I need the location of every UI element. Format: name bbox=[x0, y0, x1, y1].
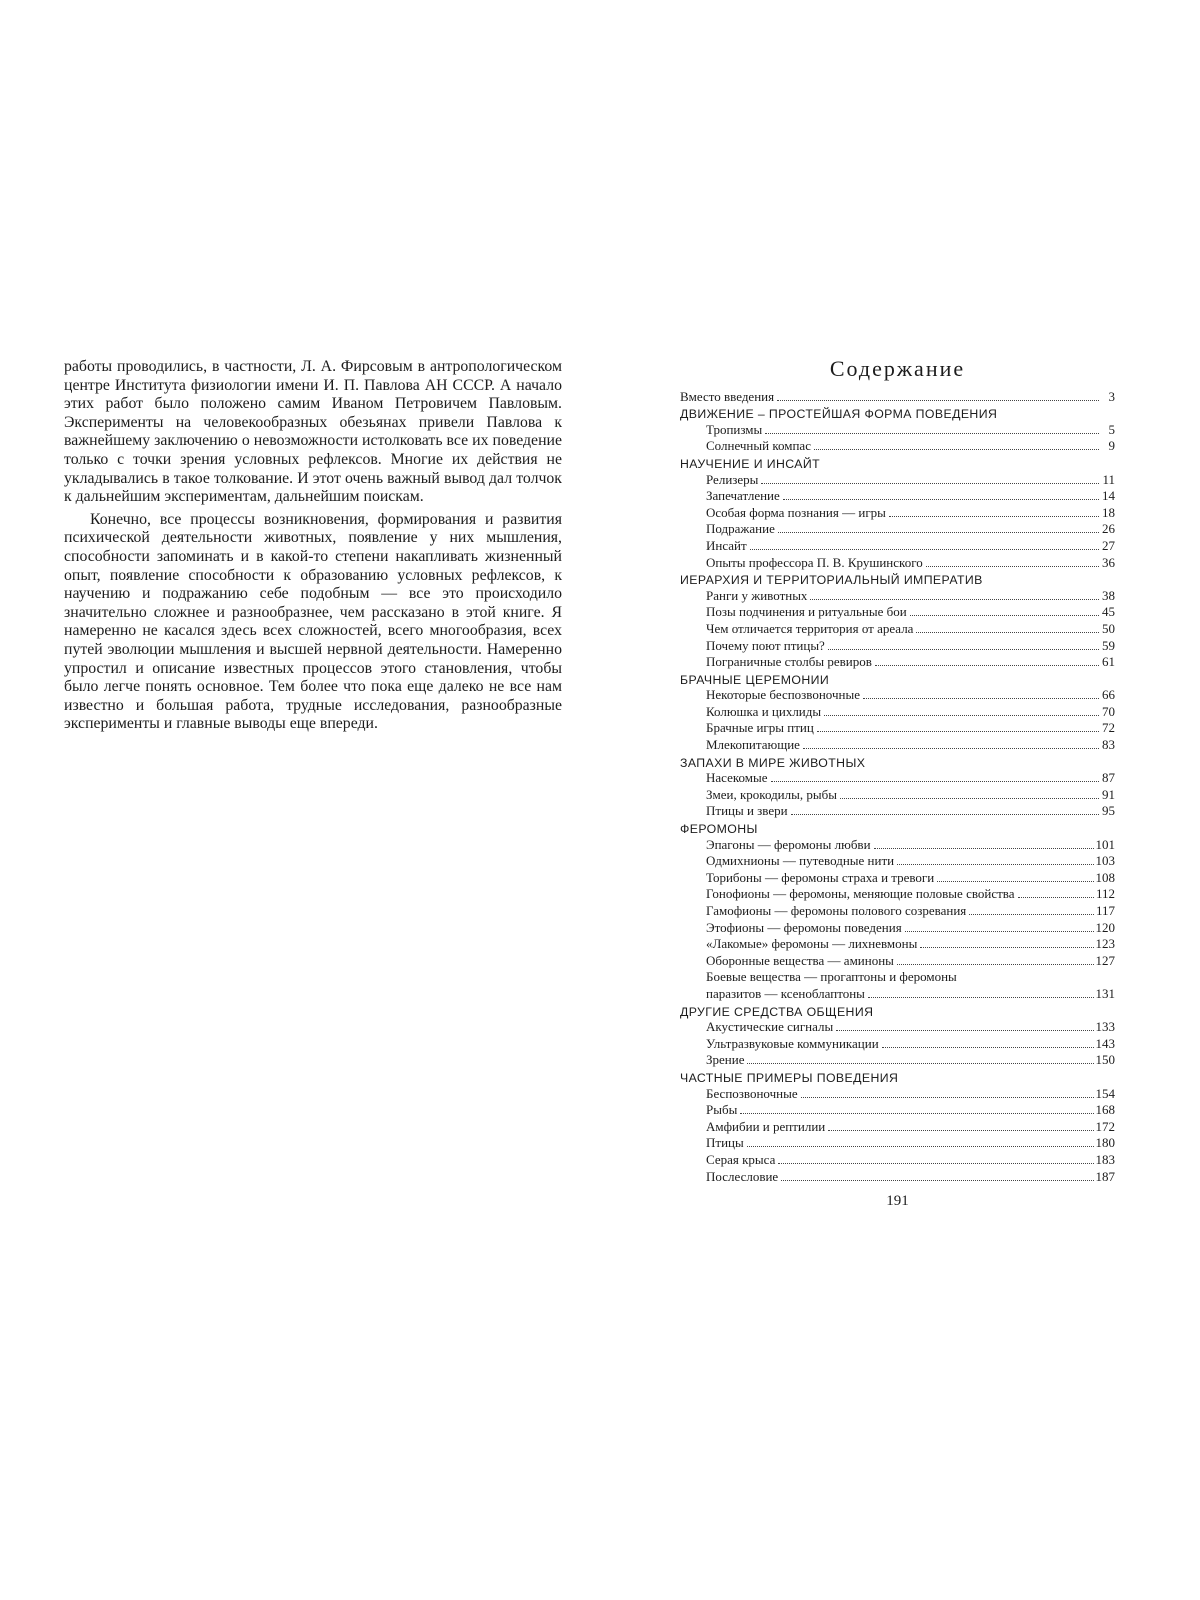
toc-entry-label: Почему поют птицы? bbox=[706, 637, 825, 653]
toc-entry bbox=[680, 1168, 1115, 1185]
toc-entry bbox=[680, 537, 1115, 554]
toc-entry bbox=[680, 1135, 1115, 1152]
toc-entry-label: Рыбы bbox=[706, 1102, 738, 1118]
toc-entry-label: НАУЧЕНИЕ И ИНСАЙТ bbox=[680, 456, 821, 471]
toc-dot-leader bbox=[875, 665, 1099, 666]
toc-dot-leader bbox=[937, 881, 1093, 882]
toc-entry bbox=[680, 886, 1115, 903]
toc-entry-label: Колюшка и цихлиды bbox=[706, 703, 822, 719]
toc-entry-label: Насекомые bbox=[706, 770, 768, 786]
body-paragraph-1: работы проводились, в частности, Л. А. Фирсовым в антропологическом центре Института физиологии имени И. П. Павлова АН СССР. А начало этих работ было положено самим Иваном Петровичем Павловым. Эксперименты на человекообразных обезьянах привели Павлова к важнейшему заключению о невозможности истолковать все их поведение только с точки зрения условных рефлексов. Многие их действия не укладывались в такое толкование. И этот очень важный вывод дал толчок к дальнейшим экспериментам, дальнейшим поискам. bbox=[64, 358, 562, 506]
toc-entry-label: Млекопитающие bbox=[706, 737, 800, 753]
toc-entry bbox=[680, 952, 1115, 969]
toc-entry bbox=[680, 1102, 1115, 1119]
toc-entry-label: Акустические сигналы bbox=[706, 1019, 834, 1035]
toc-entry-page: 108 bbox=[1095, 869, 1115, 885]
toc-entry-label: Солнечный компас bbox=[706, 438, 811, 454]
toc-dot-leader bbox=[889, 516, 1099, 517]
toc-dot-leader bbox=[781, 1180, 1093, 1181]
toc-entry bbox=[680, 438, 1115, 455]
toc-dot-leader bbox=[969, 914, 1094, 915]
toc-entry-label: Боевые вещества — прогаптоны и феромоны bbox=[706, 969, 957, 985]
toc-entry-label: Вместо введения bbox=[680, 388, 775, 404]
toc-entry bbox=[680, 786, 1115, 803]
toc-section-heading bbox=[680, 753, 1115, 770]
toc-entry bbox=[680, 471, 1115, 488]
toc-entry bbox=[680, 1085, 1115, 1102]
toc-entry-label: Опыты профессора П. В. Крушинского bbox=[706, 554, 923, 570]
toc-section-heading bbox=[680, 670, 1115, 687]
toc-entry-page: 91 bbox=[1102, 786, 1115, 802]
toc-entry-label: ДРУГИЕ СРЕДСТВА ОБЩЕНИЯ bbox=[680, 1004, 874, 1019]
toc-entry-page: 18 bbox=[1102, 504, 1115, 520]
toc-dot-leader bbox=[824, 715, 1099, 716]
toc-entry-label: Оборонные вещества — аминоны bbox=[706, 952, 894, 968]
toc-entry-label: ИЕРАРХИЯ И ТЕРРИТОРИАЛЬНЫЙ ИМПЕРАТИВ bbox=[680, 573, 983, 588]
toc-entry bbox=[680, 554, 1115, 571]
toc-entry-page: 36 bbox=[1102, 554, 1115, 570]
toc-entry bbox=[680, 720, 1115, 737]
toc-entry-page: 143 bbox=[1095, 1035, 1115, 1051]
toc-entry bbox=[680, 703, 1115, 720]
toc-entry-label: Тропизмы bbox=[706, 421, 763, 437]
toc-entry-page: 123 bbox=[1095, 936, 1115, 952]
toc-dot-leader bbox=[747, 1063, 1093, 1064]
toc-entry-label: Торибоны — феромоны страха и тревоги bbox=[706, 869, 935, 885]
toc-entry bbox=[680, 836, 1115, 853]
right-page bbox=[680, 356, 1115, 1210]
toc-title: Содержание bbox=[829, 356, 966, 381]
toc-entry-label: Релизеры bbox=[706, 471, 759, 487]
table-of-contents bbox=[680, 388, 1115, 1185]
toc-dot-leader bbox=[801, 1097, 1094, 1098]
toc-entry-page: 27 bbox=[1102, 537, 1115, 553]
toc-entry bbox=[680, 770, 1115, 787]
toc-entry bbox=[680, 869, 1115, 886]
toc-entry-label: Гонофионы — феромоны, меняющие половые свойства bbox=[706, 886, 1015, 902]
toc-entry-page: 14 bbox=[1102, 488, 1115, 504]
toc-dot-leader bbox=[778, 1163, 1093, 1164]
toc-entry-page: 127 bbox=[1095, 952, 1115, 968]
toc-entry bbox=[680, 654, 1115, 671]
toc-entry-label: ЗАПАХИ В МИРЕ ЖИВОТНЫХ bbox=[680, 755, 866, 770]
toc-entry-label: Серая крыса bbox=[706, 1151, 776, 1167]
toc-entry-page: 180 bbox=[1095, 1135, 1115, 1151]
toc-entry-label: Особая форма познания — игры bbox=[706, 504, 886, 520]
toc-entry bbox=[680, 504, 1115, 521]
toc-dot-leader bbox=[926, 566, 1099, 567]
toc-entry-page: 95 bbox=[1102, 803, 1115, 819]
toc-entry-label: Некоторые беспозвоночные bbox=[706, 687, 860, 703]
toc-entry-label: Подражание bbox=[706, 521, 775, 537]
toc-entry-page: 172 bbox=[1095, 1118, 1115, 1134]
toc-dot-leader bbox=[828, 649, 1099, 650]
toc-entry-page: 103 bbox=[1095, 853, 1115, 869]
toc-entry-page: 101 bbox=[1095, 836, 1115, 852]
toc-dot-leader bbox=[1018, 897, 1094, 898]
toc-dot-leader bbox=[868, 997, 1094, 998]
toc-entry-page: 26 bbox=[1102, 521, 1115, 537]
toc-entry-label: Птицы и звери bbox=[706, 803, 788, 819]
toc-dot-leader bbox=[747, 1146, 1094, 1147]
toc-dot-leader bbox=[740, 1113, 1093, 1114]
toc-section-heading bbox=[680, 405, 1115, 422]
toc-dot-leader bbox=[882, 1047, 1094, 1048]
toc-entry bbox=[680, 488, 1115, 505]
toc-entry-label: БРАЧНЫЕ ЦЕРЕМОНИИ bbox=[680, 672, 830, 687]
toc-entry bbox=[680, 1118, 1115, 1135]
toc-dot-leader bbox=[920, 947, 1093, 948]
toc-entry-label: Беспозвоночные bbox=[706, 1085, 798, 1101]
left-page bbox=[64, 358, 562, 734]
toc-entry-page: 5 bbox=[1108, 421, 1115, 437]
toc-dot-leader bbox=[874, 848, 1094, 849]
toc-entry-page: 9 bbox=[1108, 438, 1115, 454]
toc-entry-page: 120 bbox=[1095, 919, 1115, 935]
toc-entry-label: Запечатление bbox=[706, 488, 780, 504]
toc-entry bbox=[680, 620, 1115, 637]
toc-entry-label: Гамофионы — феромоны полового созревания bbox=[706, 903, 967, 918]
toc-entry-page: 3 bbox=[1108, 388, 1115, 404]
toc-dot-leader bbox=[761, 483, 1099, 484]
toc-entry-label: Этофионы — феромоны поведения bbox=[706, 919, 902, 935]
toc-entry-page: 61 bbox=[1102, 654, 1115, 670]
toc-entry-page: 59 bbox=[1102, 637, 1115, 653]
toc-entry-label: Пограничные столбы ревиров bbox=[706, 654, 872, 670]
toc-entry bbox=[680, 1035, 1115, 1052]
toc-entry-page: 66 bbox=[1102, 687, 1115, 703]
toc-entry bbox=[680, 736, 1115, 753]
toc-entry bbox=[680, 388, 1115, 405]
toc-dot-leader bbox=[897, 864, 1093, 865]
toc-entry bbox=[680, 803, 1115, 820]
toc-dot-leader bbox=[810, 599, 1099, 600]
toc-entry-page: 112 bbox=[1095, 886, 1115, 902]
toc-dot-leader bbox=[916, 632, 1099, 633]
toc-entry-label: ДВИЖЕНИЕ – ПРОСТЕЙШАЯ ФОРМА ПОВЕДЕНИЯ bbox=[680, 407, 998, 422]
toc-dot-leader bbox=[828, 1130, 1093, 1131]
toc-dot-leader bbox=[778, 532, 1099, 533]
toc-entry-label: Эпагоны — феромоны любви bbox=[706, 836, 871, 852]
toc-entry-label: Ранги у животных bbox=[706, 587, 808, 603]
toc-dot-leader bbox=[803, 748, 1099, 749]
toc-entry-page: 72 bbox=[1102, 720, 1115, 736]
toc-entry bbox=[680, 687, 1115, 704]
toc-entry bbox=[680, 521, 1115, 538]
toc-entry-page: 131 bbox=[1095, 985, 1115, 1001]
toc-entry-page: 38 bbox=[1102, 587, 1115, 603]
toc-entry-page: 50 bbox=[1102, 620, 1115, 636]
toc-dot-leader bbox=[765, 433, 1099, 434]
toc-entry-page: 187 bbox=[1095, 1168, 1115, 1184]
toc-dot-leader bbox=[910, 615, 1099, 616]
toc-entry-page: 45 bbox=[1102, 604, 1115, 620]
toc-entry bbox=[680, 985, 1115, 1002]
toc-entry bbox=[680, 1052, 1115, 1069]
body-paragraph-2: Конечно, все процессы возникновения, формирования и развития психической деятельности животных, появление у них мышления, способности запоминать и в какой-то степени накапливать жизненный опыт, появление способности к образованию условных рефлексов, к научению и подражанию себе подобным — все это происходило значительно сложнее и разнообразнее, чем рассказано в этой книге. Я намеренно не касался здесь всех сложностей, всего многообразия, всех путей эволюции мышления и высшей нервной деятельности. Намеренно упростил и описание известных процессов этого становления, чтобы было легче понять основное. Тем более что пока еще далеко не все нам известно и большая работа, трудные исследования, разнообразные эксперименты и главные выводы еще впереди. bbox=[64, 510, 562, 733]
page-number: 191 bbox=[886, 1192, 909, 1209]
toc-entry bbox=[680, 1151, 1115, 1168]
toc-entry-label: Брачные игры птиц bbox=[706, 720, 814, 736]
toc-section-heading bbox=[680, 454, 1115, 471]
toc-entry-label: Инсайт bbox=[706, 537, 747, 553]
toc-entry bbox=[680, 969, 1115, 986]
toc-entry bbox=[680, 604, 1115, 621]
toc-entry-page: 87 bbox=[1102, 770, 1115, 786]
toc-entry-label: Чем отличается территория от ареала bbox=[706, 620, 914, 636]
toc-entry-label: Амфибии и рептилии bbox=[706, 1118, 826, 1134]
toc-entry-page: 83 bbox=[1102, 737, 1115, 753]
toc-entry-label: паразитов — ксеноблаптоны bbox=[706, 985, 865, 1001]
toc-dot-leader bbox=[771, 781, 1100, 782]
toc-entry-page: 154 bbox=[1095, 1085, 1115, 1101]
toc-entry bbox=[680, 853, 1115, 870]
toc-section-heading bbox=[680, 819, 1115, 836]
toc-entry-label: Ультразвуковые коммуникации bbox=[706, 1035, 879, 1051]
toc-entry-page: 133 bbox=[1095, 1019, 1115, 1035]
toc-section-heading bbox=[680, 1068, 1115, 1085]
toc-entry-page: 11 bbox=[1102, 471, 1115, 487]
toc-section-heading bbox=[680, 571, 1115, 588]
toc-entry-page: 150 bbox=[1095, 1052, 1115, 1068]
toc-entry bbox=[680, 587, 1115, 604]
toc-entry-label: ЧАСТНЫЕ ПРИМЕРЫ ПОВЕДЕНИЯ bbox=[680, 1070, 899, 1085]
toc-dot-leader bbox=[783, 499, 1099, 500]
toc-entry-label: Позы подчинения и ритуальные бои bbox=[706, 604, 907, 620]
toc-dot-leader bbox=[863, 698, 1099, 699]
toc-dot-leader bbox=[777, 400, 1099, 401]
toc-entry bbox=[680, 902, 1115, 919]
toc-dot-leader bbox=[897, 964, 1094, 965]
toc-entry-label: Послесловие bbox=[706, 1168, 779, 1184]
toc-entry-page: 183 bbox=[1095, 1151, 1115, 1167]
toc-entry bbox=[680, 936, 1115, 953]
toc-entry bbox=[680, 421, 1115, 438]
toc-entry-label: Змеи, крокодилы, рыбы bbox=[706, 786, 837, 802]
toc-entry bbox=[680, 919, 1115, 936]
toc-dot-leader bbox=[840, 798, 1099, 799]
toc-entry-label: Птицы bbox=[706, 1135, 744, 1151]
toc-dot-leader bbox=[791, 814, 1099, 815]
toc-dot-leader bbox=[750, 549, 1099, 550]
toc-entry-label: Одмихнионы — путеводные нити bbox=[706, 853, 895, 869]
toc-section-heading bbox=[680, 1002, 1115, 1019]
toc-entry bbox=[680, 637, 1115, 654]
toc-dot-leader bbox=[814, 449, 1099, 450]
toc-entry-page: 70 bbox=[1102, 703, 1115, 719]
toc-dot-leader bbox=[836, 1030, 1093, 1031]
toc-dot-leader bbox=[817, 731, 1099, 732]
toc-entry-label: Зрение bbox=[706, 1052, 745, 1068]
toc-entry-page: 168 bbox=[1095, 1102, 1115, 1118]
toc-entry-label: «Лакомые» феромоны — лихневмоны bbox=[706, 936, 918, 952]
toc-entry bbox=[680, 1019, 1115, 1036]
toc-entry-label: ФЕРОМОНЫ bbox=[680, 822, 758, 837]
toc-dot-leader bbox=[905, 931, 1094, 932]
toc-entry-page: 117 bbox=[1095, 903, 1115, 918]
